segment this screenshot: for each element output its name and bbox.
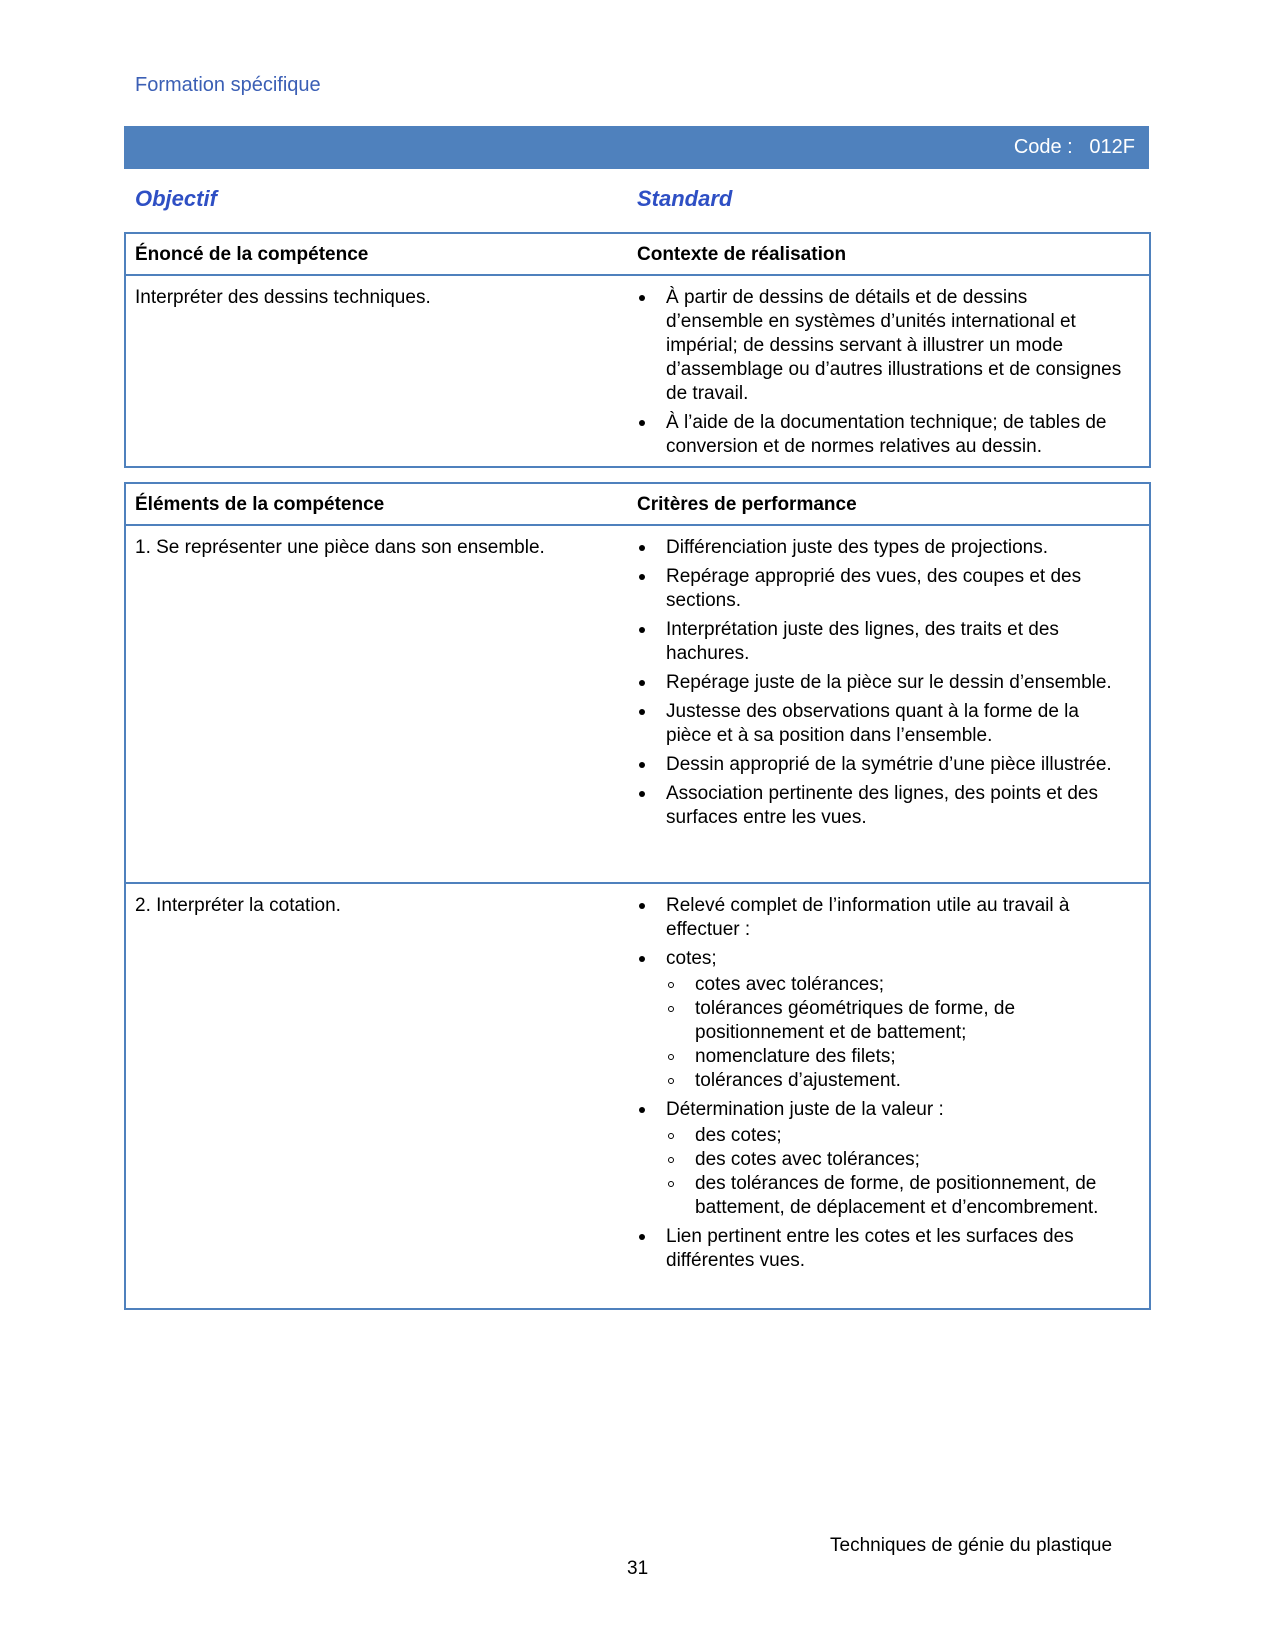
elements-heading: Éléments de la compétence	[135, 494, 385, 515]
footer-program: Techniques de génie du plastique	[830, 1535, 1113, 1556]
criterion	[637, 1225, 1127, 1273]
criteres-heading: Critères de performance	[637, 494, 857, 515]
criterion: Justesse des observations quant à la forme de la pièce et à sa position dans l’ensemble.	[637, 700, 1127, 748]
enonce-heading: Énoncé de la compétence	[135, 244, 369, 265]
criterion	[637, 1098, 1127, 1220]
criterion: Association pertinente des lignes, des points et des surfaces entre les vues.	[637, 782, 1127, 830]
contexte-item: À l’aide de la documentation technique; de tables de conversion et de normes relatives au dessin.	[637, 411, 1127, 459]
criterion-text: Relevé complet de l’information utile au travail à effectuer :	[666, 895, 1070, 940]
sub-criterion: nomenclature des filets;	[666, 1045, 1127, 1069]
sub-criterion: tolérances géométriques de forme, de positionnement et de battement;	[666, 997, 1127, 1045]
page-number: 31	[627, 1558, 649, 1579]
criterion: Repérage approprié des vues, des coupes et des sections.	[637, 565, 1127, 613]
criterion-text: Détermination juste de la valeur :	[666, 1099, 944, 1120]
code-bar	[124, 126, 1149, 169]
elements-table	[124, 482, 1151, 1310]
criterion: Dessin approprié de la symétrie d’une pièce illustrée.	[637, 753, 1127, 777]
contexte-item: À partir de dessins de détails et de dessins d’ensemble en systèmes d’unités international et impérial; de dessins servant à illustrer un mode d’assemblage ou d’autres illustrations et de consignes de travail.	[637, 286, 1127, 406]
criteria-list-2	[637, 894, 1127, 1278]
row-divider	[126, 882, 1149, 884]
criterion	[637, 947, 1127, 1093]
sub-list	[666, 973, 1127, 1093]
sub-criterion: des tolérances de forme, de positionnement, de battement, de déplacement et d’encombrement.	[666, 1172, 1127, 1220]
element-1: 1. Se représenter une pièce dans son ensemble.	[135, 537, 545, 558]
section-objectif: Objectif	[135, 186, 217, 211]
criterion: Interprétation juste des lignes, des traits et des hachures.	[637, 618, 1127, 666]
criterion-text: cotes;	[666, 948, 717, 969]
sub-criterion: tolérances d’ajustement.	[666, 1069, 1127, 1093]
sub-criterion: des cotes avec tolérances;	[666, 1148, 1127, 1172]
header-title: Formation spécifique	[135, 74, 321, 96]
criterion: Repérage juste de la pièce sur le dessin d’ensemble.	[637, 671, 1127, 695]
element-2: 2. Interpréter la cotation.	[135, 895, 341, 916]
criterion	[637, 894, 1127, 942]
contexte-list	[637, 286, 1127, 464]
criterion-text: Lien pertinent entre les cotes et les surfaces des différentes vues.	[666, 1226, 1074, 1271]
criterion: Différenciation juste des types de projections.	[637, 536, 1127, 560]
criteria-list-1	[637, 536, 1127, 835]
header-divider	[126, 524, 1149, 526]
competence-table	[124, 232, 1151, 468]
sub-criterion: des cotes;	[666, 1124, 1127, 1148]
code-label: Code : 012F	[1013, 136, 1135, 158]
enonce-text: Interpréter des dessins techniques.	[135, 287, 431, 308]
section-standard: Standard	[637, 186, 733, 211]
sub-criterion: cotes avec tolérances;	[666, 973, 1127, 997]
sub-list	[666, 1124, 1127, 1220]
contexte-heading: Contexte de réalisation	[637, 244, 847, 265]
header-divider	[126, 274, 1149, 276]
